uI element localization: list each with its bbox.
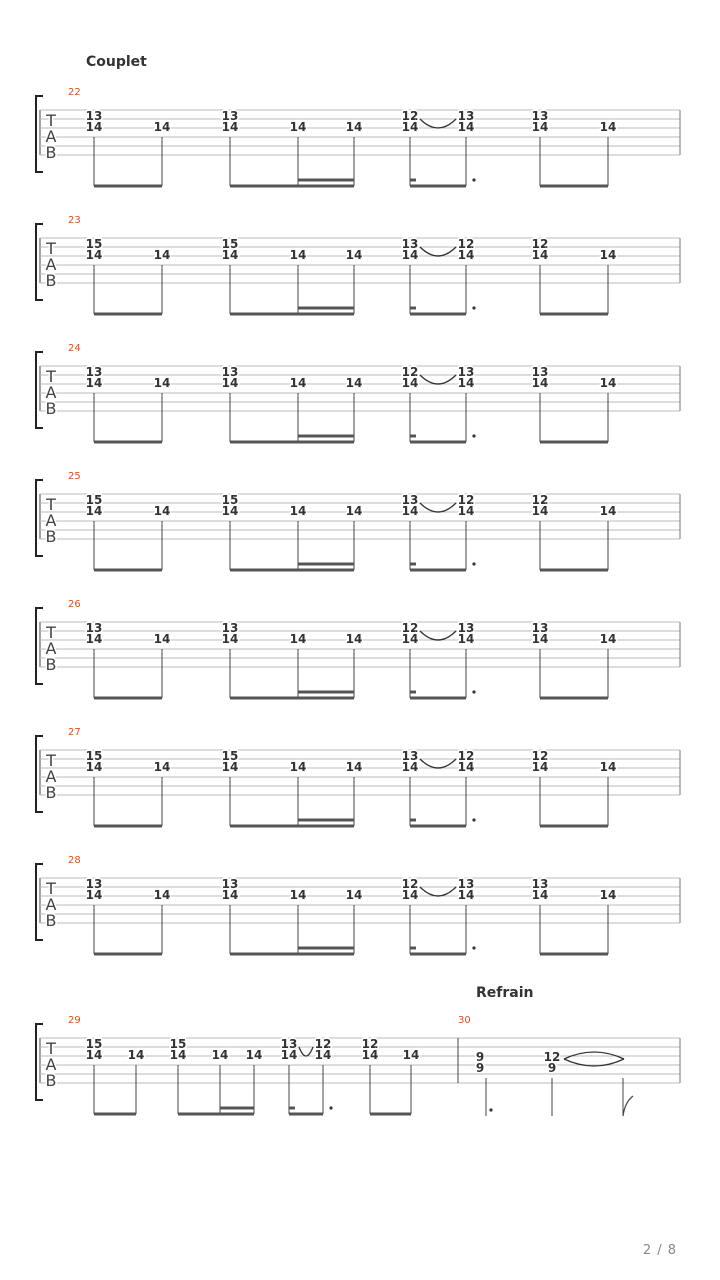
- beam-sixteenth: [298, 307, 354, 310]
- fret-number-string1: 13: [221, 621, 239, 635]
- fret-number-string2: 14: [599, 632, 617, 646]
- fret-number-string2: 14: [153, 760, 171, 774]
- fret-number-string2: 14: [457, 504, 475, 518]
- fret-number-string2: 14: [457, 888, 475, 902]
- tie-arc: [420, 375, 456, 384]
- beam-eighth: [230, 569, 354, 572]
- fret-number-string1: 13: [457, 365, 475, 379]
- beam-eighth: [289, 1113, 323, 1116]
- beam-eighth: [540, 441, 608, 444]
- fret-number-string2: 14: [401, 248, 419, 262]
- fret-number-string1: 12: [531, 493, 549, 507]
- fret-number-string3: 9: [547, 1061, 557, 1075]
- beam-eighth: [94, 1113, 136, 1116]
- beam-sixteenth: [220, 1107, 254, 1110]
- beam-stub: [410, 307, 416, 310]
- beam-sixteenth: [298, 691, 354, 694]
- beam-eighth: [410, 313, 466, 316]
- beam-eighth: [94, 569, 162, 572]
- dot: [472, 690, 475, 693]
- fret-number-string1: 15: [221, 493, 239, 507]
- beam-eighth: [230, 825, 354, 828]
- beam-eighth: [230, 953, 354, 956]
- fret-number-string2: 14: [289, 760, 307, 774]
- fret-number-string2: 14: [289, 632, 307, 646]
- fret-number-string2: 14: [153, 888, 171, 902]
- tab-clef-letter: A: [45, 255, 57, 274]
- fret-number-string1: 13: [531, 109, 549, 123]
- tab-clef-letter: B: [45, 783, 57, 802]
- fret-number-string1: 12: [401, 877, 419, 891]
- beam-eighth: [370, 1113, 411, 1116]
- fret-number-string2: 14: [402, 1048, 420, 1062]
- fret-number-string1: 12: [314, 1037, 332, 1051]
- fret-number-string2: 14: [345, 248, 363, 262]
- fret-number-string2: 14: [280, 1048, 298, 1062]
- tab-clef-letter: T: [46, 111, 56, 130]
- fret-number-string2: 12: [543, 1050, 561, 1064]
- tab-clef-letter: A: [45, 127, 57, 146]
- fret-number-string1: 12: [401, 109, 419, 123]
- fret-number-string1: 13: [401, 493, 419, 507]
- tab-clef-letter: B: [45, 911, 57, 930]
- tie-arc: [420, 503, 456, 512]
- fret-number-string2: 14: [289, 120, 307, 134]
- dot: [329, 1106, 332, 1109]
- fret-number-string2: 14: [401, 120, 419, 134]
- fret-number-string3: 9: [475, 1061, 485, 1075]
- tie-arc: [420, 759, 456, 768]
- beam-eighth: [410, 825, 466, 828]
- fret-number-string2: 14: [85, 504, 103, 518]
- beam-stub: [289, 1107, 295, 1110]
- measure-number: 30: [458, 1015, 471, 1026]
- beam-sixteenth: [298, 563, 354, 566]
- fret-number-string2: 14: [345, 376, 363, 390]
- measure-number: 29: [68, 1015, 81, 1026]
- fret-number-string2: 14: [457, 632, 475, 646]
- tab-clef-letter: T: [46, 239, 56, 258]
- fret-number-string1: 13: [85, 109, 103, 123]
- fret-number-string1: 13: [401, 237, 419, 251]
- tab-clef-letter: A: [45, 511, 57, 530]
- fret-number-string2: 14: [221, 120, 239, 134]
- measure-number: 25: [68, 471, 81, 482]
- measure-number: 24: [68, 343, 81, 354]
- fret-number-string1: 15: [85, 1037, 103, 1051]
- fret-number-string2: 14: [153, 376, 171, 390]
- tab-clef-letter: T: [46, 879, 56, 898]
- fret-number-string1: 12: [401, 621, 419, 635]
- measure-number: 28: [68, 855, 81, 866]
- tie-arc: [420, 119, 456, 128]
- fret-number-string1: 12: [457, 493, 475, 507]
- fret-number-string2: 14: [345, 120, 363, 134]
- dot: [472, 818, 475, 821]
- beam-eighth: [94, 441, 162, 444]
- beam-eighth: [178, 1113, 254, 1116]
- beam-eighth: [540, 697, 608, 700]
- fret-number-string2: 14: [531, 504, 549, 518]
- tab-clef-letter: A: [45, 767, 57, 786]
- page-number: 2 / 8: [642, 1243, 677, 1258]
- beam-eighth: [230, 697, 354, 700]
- beam-sixteenth: [298, 819, 354, 822]
- fret-number-string2: 14: [457, 248, 475, 262]
- beam-eighth: [540, 953, 608, 956]
- fret-number-string1: 13: [457, 621, 475, 635]
- beam-eighth: [94, 697, 162, 700]
- fret-number-string2: 14: [153, 632, 171, 646]
- fret-number-string1: 12: [361, 1037, 379, 1051]
- fret-number-string1: 13: [221, 109, 239, 123]
- fret-number-string2: 14: [169, 1048, 187, 1062]
- fret-number-string2: 14: [401, 504, 419, 518]
- fret-number-string2: 14: [85, 1048, 103, 1062]
- measure-number: 22: [68, 87, 81, 98]
- beam-eighth: [94, 953, 162, 956]
- fret-number-string1: 12: [531, 749, 549, 763]
- fret-number-string1: 15: [85, 237, 103, 251]
- dot: [472, 946, 475, 949]
- beam-sixteenth: [298, 435, 354, 438]
- beam-stub: [410, 179, 416, 182]
- dot: [472, 178, 475, 181]
- fret-number-string2: 14: [85, 248, 103, 262]
- fret-number-string2: 14: [85, 120, 103, 134]
- fret-number-string2: 14: [599, 120, 617, 134]
- measure-number: 27: [68, 727, 81, 738]
- tab-clef-letter: B: [45, 271, 57, 290]
- fret-number-string2: 14: [221, 248, 239, 262]
- fret-number-string2: 14: [345, 632, 363, 646]
- fret-number-string2: 14: [245, 1048, 263, 1062]
- fret-number-string2: 14: [345, 504, 363, 518]
- section-label-refrain: Refrain: [476, 985, 534, 1001]
- beam-eighth: [230, 441, 354, 444]
- note-flag: [623, 1096, 633, 1116]
- tab-clef-letter: A: [45, 1055, 57, 1074]
- fret-number-string2: 14: [221, 760, 239, 774]
- tie-arc: [420, 631, 456, 640]
- fret-number-string1: 12: [457, 749, 475, 763]
- dot: [472, 434, 475, 437]
- fret-number-string1: 15: [85, 493, 103, 507]
- measure-number: 23: [68, 215, 81, 226]
- fret-number-string2: 14: [599, 504, 617, 518]
- fret-number-string2: 14: [457, 760, 475, 774]
- fret-number-string2: 14: [153, 248, 171, 262]
- beam-eighth: [540, 313, 608, 316]
- tab-clef-letter: B: [45, 1071, 57, 1090]
- fret-number-string2: 14: [401, 888, 419, 902]
- tab-clef-letter: T: [46, 367, 56, 386]
- tab-clef-letter: T: [46, 623, 56, 642]
- dot: [472, 562, 475, 565]
- fret-number-string1: 12: [457, 237, 475, 251]
- fret-number-string2: 14: [85, 376, 103, 390]
- fret-number-string2: 14: [221, 632, 239, 646]
- beam-sixteenth: [298, 947, 354, 950]
- fret-number-string2: 14: [401, 760, 419, 774]
- fret-number-string2: 14: [289, 504, 307, 518]
- beam-stub: [410, 947, 416, 950]
- fret-number-string2: 14: [531, 120, 549, 134]
- fret-number-string1: 13: [531, 877, 549, 891]
- fret-number-string2: 14: [345, 888, 363, 902]
- fret-number-string2: 14: [531, 632, 549, 646]
- dot: [489, 1108, 492, 1111]
- fret-number-string1: 13: [531, 365, 549, 379]
- fret-number-string2: 9: [475, 1050, 485, 1064]
- fret-number-string1: 13: [280, 1037, 298, 1051]
- fret-number-string2: 14: [531, 760, 549, 774]
- tie-arc: [420, 887, 456, 896]
- beam-eighth: [540, 185, 608, 188]
- fret-number-string2: 14: [531, 376, 549, 390]
- tab-clef-letter: A: [45, 639, 57, 658]
- fret-number-string1: 15: [221, 237, 239, 251]
- fret-number-string1: 15: [221, 749, 239, 763]
- beam-eighth: [410, 697, 466, 700]
- beam-stub: [410, 563, 416, 566]
- fret-number-string2: 14: [599, 376, 617, 390]
- beam-stub: [410, 435, 416, 438]
- fret-number-string2: 14: [401, 376, 419, 390]
- fret-number-string2: 14: [289, 888, 307, 902]
- fret-number-string1: 13: [85, 621, 103, 635]
- fret-number-string2: 14: [85, 760, 103, 774]
- beam-eighth: [230, 185, 354, 188]
- beam-stub: [410, 691, 416, 694]
- fret-number-string2: 14: [221, 376, 239, 390]
- fret-number-string1: 13: [85, 877, 103, 891]
- fret-number-string2: 14: [85, 888, 103, 902]
- fret-number-string2: 14: [289, 248, 307, 262]
- tab-clef-letter: T: [46, 751, 56, 770]
- tab-clef-letter: B: [45, 143, 57, 162]
- tab-clef-letter: B: [45, 655, 57, 674]
- fret-number-string2: 14: [531, 248, 549, 262]
- fret-number-string1: 13: [401, 749, 419, 763]
- fret-number-string2: 14: [221, 504, 239, 518]
- fret-number-string2: 14: [85, 632, 103, 646]
- fret-number-string2: 14: [345, 760, 363, 774]
- beam-sixteenth: [298, 179, 354, 182]
- section-label-couplet: Couplet: [86, 54, 147, 70]
- fret-number-string2: 14: [361, 1048, 379, 1062]
- fret-number-string2: 14: [531, 888, 549, 902]
- fret-number-string2: 14: [211, 1048, 229, 1062]
- fret-number-string1: 15: [85, 749, 103, 763]
- tab-clef-letter: B: [45, 399, 57, 418]
- fret-number-string2: 14: [599, 248, 617, 262]
- fret-number-string1: 13: [457, 109, 475, 123]
- fret-number-string2: 14: [127, 1048, 145, 1062]
- fret-number-string1: 13: [457, 877, 475, 891]
- fret-number-string2: 14: [314, 1048, 332, 1062]
- beam-eighth: [410, 569, 466, 572]
- beam-eighth: [94, 185, 162, 188]
- fret-number-string2: 14: [599, 760, 617, 774]
- tab-clef-letter: T: [46, 495, 56, 514]
- tab-clef-letter: B: [45, 527, 57, 546]
- fret-number-string2: 14: [457, 376, 475, 390]
- beam-eighth: [540, 569, 608, 572]
- fret-number-string1: 13: [85, 365, 103, 379]
- fret-number-string1: 12: [401, 365, 419, 379]
- fret-number-string1: 13: [221, 877, 239, 891]
- beam-eighth: [410, 441, 466, 444]
- tab-clef-letter: A: [45, 895, 57, 914]
- beam-eighth: [94, 825, 162, 828]
- tie-arc: [420, 247, 456, 256]
- measure-number: 26: [68, 599, 81, 610]
- beam-eighth: [410, 953, 466, 956]
- fret-number-string2: 14: [221, 888, 239, 902]
- dot: [472, 306, 475, 309]
- fret-number-string1: 13: [531, 621, 549, 635]
- fret-number-string2: 14: [401, 632, 419, 646]
- tie-arc: [299, 1047, 313, 1056]
- fret-number-string2: 14: [153, 120, 171, 134]
- tab-clef-letter: A: [45, 383, 57, 402]
- beam-stub: [410, 819, 416, 822]
- fret-number-string2: 14: [457, 120, 475, 134]
- beam-eighth: [230, 313, 354, 316]
- beam-eighth: [540, 825, 608, 828]
- fret-number-string2: 14: [289, 376, 307, 390]
- beam-eighth: [410, 185, 466, 188]
- tab-clef-letter: T: [46, 1039, 56, 1058]
- fret-number-string1: 13: [221, 365, 239, 379]
- fret-number-string1: 15: [169, 1037, 187, 1051]
- fret-number-string2: 14: [599, 888, 617, 902]
- fret-number-string1: 12: [531, 237, 549, 251]
- fret-number-string2: 14: [153, 504, 171, 518]
- beam-eighth: [94, 313, 162, 316]
